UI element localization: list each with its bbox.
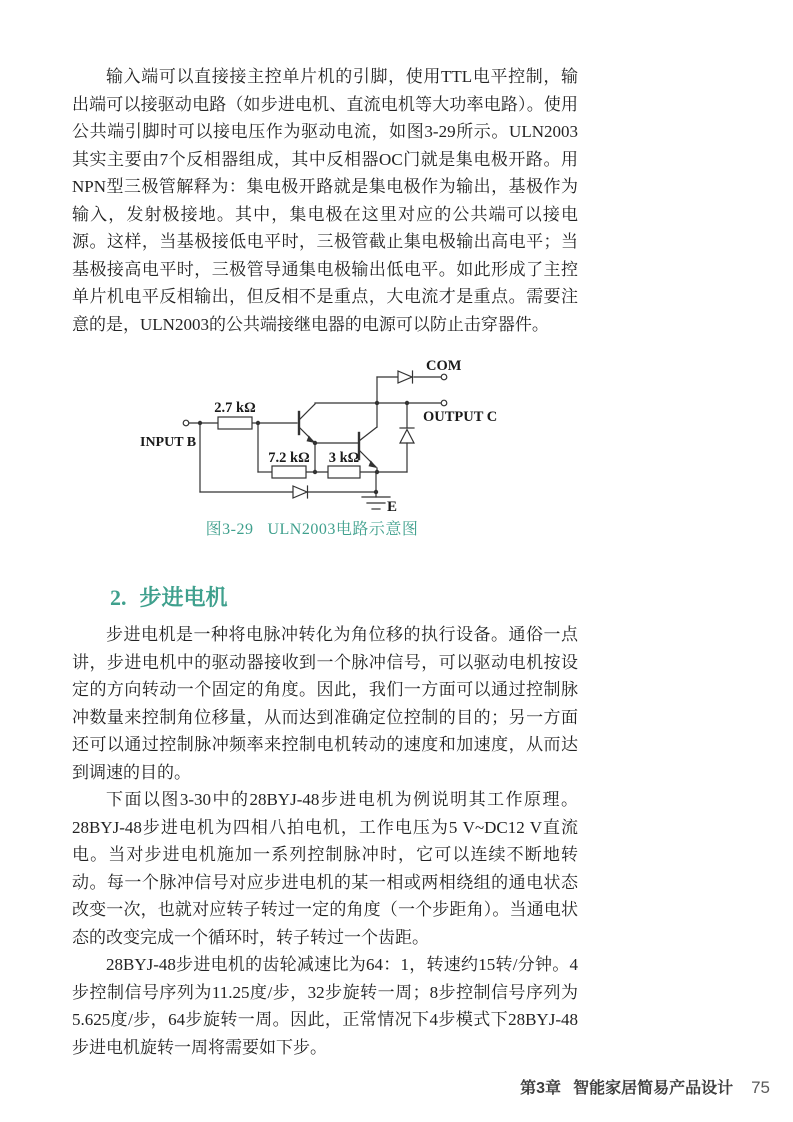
label-com: COM xyxy=(426,358,462,374)
output-terminal xyxy=(441,400,447,406)
label-r2: 7.2 kΩ xyxy=(268,450,310,466)
section-heading xyxy=(72,581,578,612)
footer-chapter: 第3章 xyxy=(520,1080,562,1097)
paragraph-stepper-intro: 步进电机是一种将电脉冲转化为角位移的执行设备。通俗一点讲，步进电机中的驱动器接收到一个脉冲信号，可以驱动电机按设定的方向转动一个固定的角度。因此，我们一方面可以通过控制脉冲数量来控制角位移量，从而达到准确定位控制的目的；另一方面还可以通过控制脉冲频率来控制电机转动的速度和加速度，从而达到调速的目的。 xyxy=(72,625,578,782)
figure-caption-number: 图3-29 xyxy=(205,521,254,538)
paragraph-block-uln2003 xyxy=(72,63,578,338)
circuit-diagram xyxy=(130,350,510,520)
paragraph-block-stepper xyxy=(72,621,578,1061)
label-input: INPUT B xyxy=(140,435,197,450)
label-output: OUTPUT C xyxy=(423,409,498,425)
transistor-t1 xyxy=(299,404,315,443)
paragraph-uln2003: 输入端可以直接接主控单片机的引脚，使用TTL电平控制，输出端可以接驱动电路（如步进电机、直流电机等大功率电路）。使用公共端引脚时可以接电压作为驱动电流，如图3-29所示。ULN2003其实主要由7个反相器组成，其中反相器OC门就是集电极开路。用NPN型三极管解释为：集电极开路就是集电极作为输出，基极作为输入，发射极接地。其中，集电极在这里对应的公共端可以接电源。这样，当基极接低电平时，三极管截止集电极输出高电平；当基极接高电平时，三极管导通集电极输出低电平。如此形成了主控单片机电平反相输出，但反相不是重点，大电流才是重点。需要注意的是，ULN2003的公共端接继电器的电源可以防止击穿器件。 xyxy=(72,67,578,334)
label-r3: 3 kΩ xyxy=(328,450,360,466)
figure-caption xyxy=(72,516,552,539)
footer-chapter-title: 智能家居简易产品设计 xyxy=(573,1080,734,1097)
resistor-r1 xyxy=(218,417,252,429)
transistor-t2 xyxy=(359,427,377,472)
resistor-r3 xyxy=(328,466,360,478)
section-heading-text: 步进电机 xyxy=(139,585,228,610)
footer-page-number: 75 xyxy=(751,1078,770,1097)
resistor-r2 xyxy=(272,466,306,478)
paragraph-28byj48-principle: 下面以图3-30中的28BYJ-48步进电机为例说明其工作原理。28BYJ-48步进电机为四相八拍电机，工作电压为5 V~DC12 V直流电。当对步进电机施加一系列控制脉冲时，它可以连续不断地转动。每一个脉冲信号对应步进电机的某一相或两相绕组的通电状态改变一次，也就对应转子转过一定的角度（一个步距角）。当通电状态的改变完成一个循环时，转子转过一个齿距。 xyxy=(72,790,578,947)
label-emitter: E xyxy=(387,499,398,515)
diode-freewheel-icon xyxy=(400,403,414,472)
com-terminal xyxy=(441,374,447,380)
diode-com-icon xyxy=(398,371,413,383)
paragraph-28byj48-ratio: 28BYJ-48步进电机的齿轮减速比为64：1，转速约15转/分钟。4步控制信号序列为11.25度/步，32步旋转一周；8步控制信号序列为5.625度/步，64步旋转一周。因此，正常情况下4步模式下28BYJ-48步进电机旋转一周将需要如下步。 xyxy=(72,955,578,1057)
page-footer xyxy=(520,1075,770,1098)
input-terminal xyxy=(183,420,189,426)
label-r1: 2.7 kΩ xyxy=(214,400,256,416)
diode-bottom-icon xyxy=(293,486,308,498)
section-heading-number: 2. xyxy=(110,585,127,610)
figure-caption-text: ULN2003电路示意图 xyxy=(267,521,419,538)
